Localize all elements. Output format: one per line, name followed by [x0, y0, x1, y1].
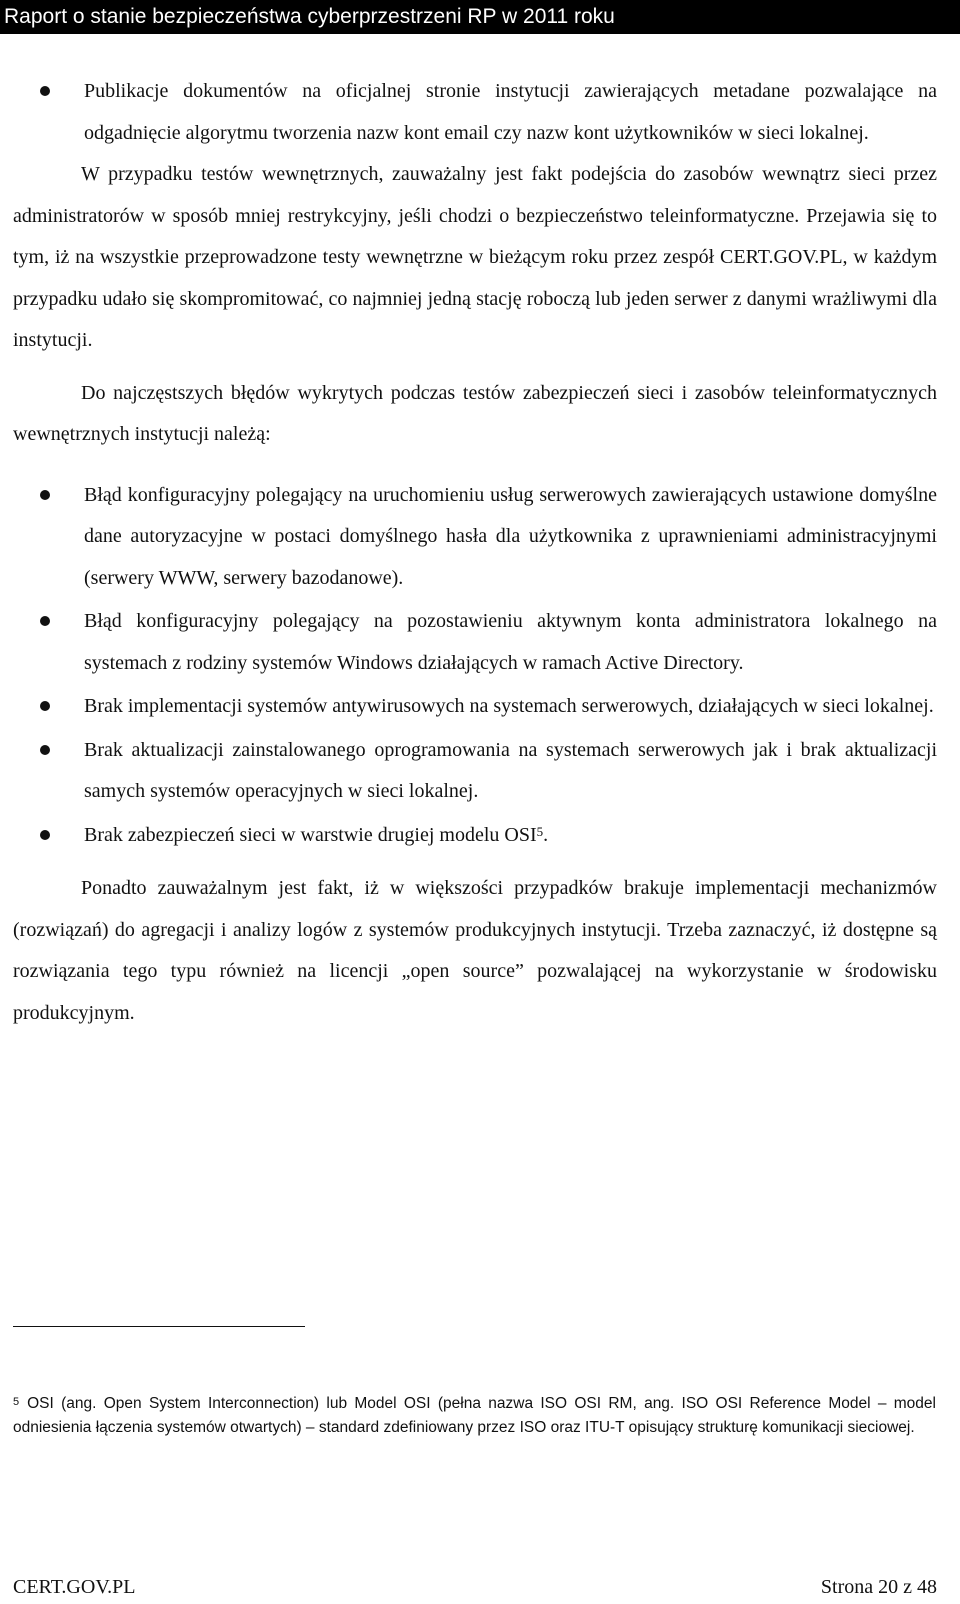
footnote [13, 1392, 936, 1440]
list-item: Brak aktualizacji zainstalowanego oprogramowania na systemach serwerowych jak i brak aktualizacji samych systemów operacyjnych w sieci lokalnej. [13, 730, 937, 813]
page-header [0, 0, 960, 34]
list-item: Błąd konfiguracyjny polegający na uruchomieniu usług serwerowych zawierających ustawione domyślne dane autoryzacyjne w postaci domyślnego hasła dla użytkownika z uprawnieniami administracyjnymi (serwery WWW, serwery bazodanowe). [13, 475, 937, 600]
footer-organization: CERT.GOV.PL [13, 1576, 136, 1598]
paragraph: W przypadku testów wewnętrznych, zauważalny jest fakt podejścia do zasobów wewnątrz sieci przez administratorów w sposób mniej restrykcyjny, jeśli chodzi o bezpieczeństwo teleinformatyczne. Przejawia się to tym, iż na wszystkie przeprowadzone testy wewnętrzne w bieżącym roku przez zespół CERT.GOV.PL, w każdym przypadku udało się skompromitować, co najmniej jedną stację roboczą lub jeden serwer z danymi wrażliwymi dla instytucji. [13, 163, 937, 351]
bullet-list-top [13, 71, 937, 154]
list-item-text: Brak zabezpieczeń sieci w warstwie drugiej modelu OSI [84, 823, 537, 846]
report-title: Raport o stanie bezpieczeństwa cyberprzestrzeni RP w 2011 roku [4, 5, 615, 28]
list-item-end: . [543, 823, 549, 846]
footer-page-number: Strona 20 z 48 [820, 1576, 937, 1598]
list-item: Brak implementacji systemów antywirusowych na systemach serwerowych, działających w sieci lokalnej. [13, 686, 937, 728]
page-body [13, 71, 937, 1034]
footnote-number: 5 [13, 1396, 20, 1408]
paragraph: Do najczęstszych błędów wykrytych podczas testów zabezpieczeń sieci i zasobów teleinformatycznych wewnętrznych instytucji należą: [13, 381, 937, 445]
footnote-text: OSI (ang. Open System Interconnection) lub Model OSI (pełna nazwa ISO OSI RM, ang. ISO OSI Reference Model – model odniesienia łączenia systemów otwartych) – standard zdefiniowany przez ISO oraz ITU-T opisujący strukturę komunikacji sieciowej. [13, 1395, 936, 1436]
paragraph: Ponadto zauważalnym jest fakt, iż w większości przypadków brakuje implementacji mechanizmów (rozwiązań) do agregacji i analizy logów z systemów produkcyjnych instytucji. Trzeba zaznaczyć, iż dostępne są rozwiązania tego typu również na licencji „open source” pozwalającej na wykorzystanie w środowisku produkcyjnym. [13, 877, 937, 1024]
list-item [13, 815, 937, 857]
bullet-list-errors [13, 475, 937, 857]
list-item: Błąd konfiguracyjny polegający na pozostawieniu aktywnym konta administratora lokalnego na systemach z rodziny systemów Windows działających w ramach Active Directory. [13, 601, 937, 684]
list-item: Publikacje dokumentów na oficjalnej stronie instytucji zawierających metadane pozwalające na odgadnięcie algorytmu tworzenia nazw kont email czy nazw kont użytkowników w sieci lokalnej. [13, 71, 937, 154]
footnote-reference[interactable]: 5 [536, 823, 544, 839]
footnote-separator [13, 1326, 305, 1327]
